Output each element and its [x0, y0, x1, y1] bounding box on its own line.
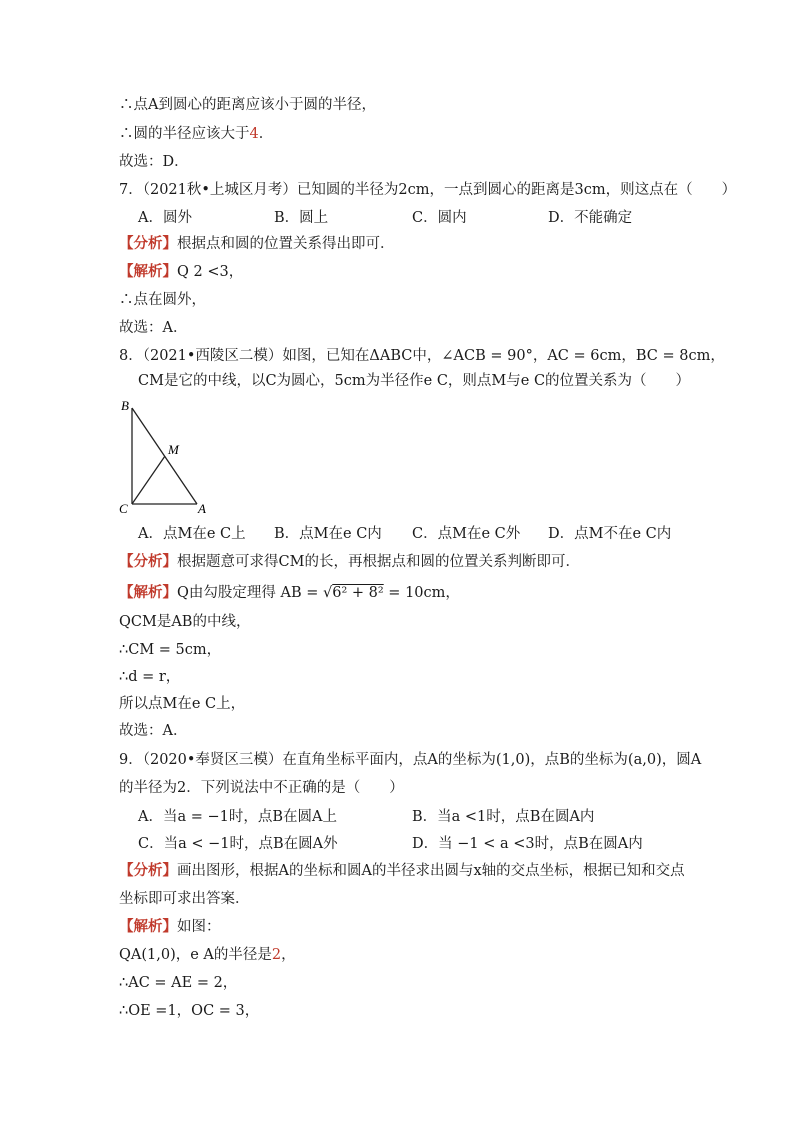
text-line: ∴CM = 5cm， [119, 642, 222, 658]
analysis-tag: 【分析】 [119, 235, 177, 252]
text-line: 坐标即可求出答案． [119, 891, 250, 907]
text-line: 故选：A． [119, 723, 188, 739]
text-span: 如图： [177, 919, 221, 935]
text-line: 故选：D． [119, 154, 189, 170]
q7-option-b: B．圆上 [274, 210, 329, 226]
text-line [119, 124, 273, 144]
text-span: ∴圆的半径应该大于 [119, 126, 250, 142]
text-line [119, 945, 296, 965]
question-9: 9．（2020•奉贤区三模）在直角坐标平面内，点A的坐标为(1,0)，点B的坐标为(a,0)，圆A [119, 752, 702, 768]
text-line: ∴AC = AE = 2， [119, 975, 238, 991]
q9-solution [119, 917, 221, 937]
solution-tag: 【解析】 [119, 918, 177, 935]
question-8-cont: CM是它的中线，以C为圆心，5cm为半径作e C，则点M与e C的位置关系为（ ） [138, 373, 691, 389]
sqrt-symbol: √ [323, 585, 333, 601]
label-m: M [168, 442, 179, 457]
question-7: 7．（2021秋•上城区月考）已知圆的半径为2cm，一点到圆心的距离是3cm，则这点在（ ） [119, 182, 737, 198]
q7-option-c: C．圆内 [412, 210, 467, 226]
text-span: Q 2 <3， [177, 264, 244, 280]
analysis-tag: 【分析】 [119, 553, 177, 570]
radicand: 6² + 8² [332, 585, 384, 601]
q8-option-d: D．点M不在e C内 [548, 526, 672, 542]
q9-option-a: A．当a = −1时，点B在圆A上 [138, 809, 337, 825]
text-line: ∴OE =1，OC = 3， [119, 1003, 260, 1019]
solution-tag: 【解析】 [119, 263, 177, 280]
q8-option-c: C．点M在e C外 [412, 526, 521, 542]
text-span: ． [258, 126, 274, 142]
q8-solution [119, 583, 460, 603]
text-span: = 10cm， [383, 585, 460, 601]
text-line: QCM是AB的中线， [119, 614, 251, 630]
text-span: 根据题意可求得CM的长，再根据点和圆的位置关系判断即可． [177, 554, 580, 570]
analysis-tag: 【分析】 [119, 862, 177, 879]
label-b: B [121, 398, 129, 413]
question-9-cont: 的半径为2．下列说法中不正确的是（ ） [119, 780, 404, 796]
number-span: 4 [249, 126, 259, 142]
text-line: ∴点在圆外， [119, 292, 206, 308]
q8-option-b: B．点M在e C内 [274, 526, 382, 542]
text-span: Q由勾股定理得 AB = [177, 585, 323, 601]
label-a: A [198, 501, 206, 516]
text-line: 故选：A． [119, 320, 188, 336]
q9-option-c: C．当a < −1时，点B在圆A外 [138, 836, 338, 852]
text-span: QA(1,0)，e A的半径是 [119, 947, 272, 963]
q9-analysis [119, 861, 685, 881]
number-span: 2 [271, 947, 282, 963]
text-span: 画出图形，根据A的坐标和圆A的半径求出圆与x轴的交点坐标，根据已知和交点 [177, 863, 685, 879]
q7-option-a: A．圆外 [138, 210, 192, 226]
q8-option-a: A．点M在e C上 [138, 526, 246, 542]
q9-option-d: D．当 −1 < a <3时，点B在圆A内 [412, 836, 643, 852]
q7-analysis [119, 234, 395, 254]
triangle-figure [118, 396, 218, 516]
q7-option-d: D．不能确定 [548, 210, 633, 226]
text-line: ∴点A到圆心的距离应该小于圆的半径， [119, 97, 376, 113]
question-8: 8．（2021•西陵区二模）如图，已知在ΔABC中，∠ACB = 90°，AC = 6cm，BC = 8cm， [119, 348, 725, 364]
label-c: C [119, 501, 128, 516]
text-line: ∴d = r， [119, 669, 181, 685]
median-cm [132, 456, 165, 504]
text-span: ， [281, 947, 296, 963]
solution-tag: 【解析】 [119, 584, 177, 601]
q9-option-b: B．当a <1时，点B在圆A内 [412, 809, 595, 825]
text-span: 根据点和圆的位置关系得出即可． [177, 236, 395, 252]
text-line: 所以点M在e C上， [119, 696, 246, 712]
q7-solution [119, 262, 243, 282]
q8-analysis [119, 552, 580, 572]
